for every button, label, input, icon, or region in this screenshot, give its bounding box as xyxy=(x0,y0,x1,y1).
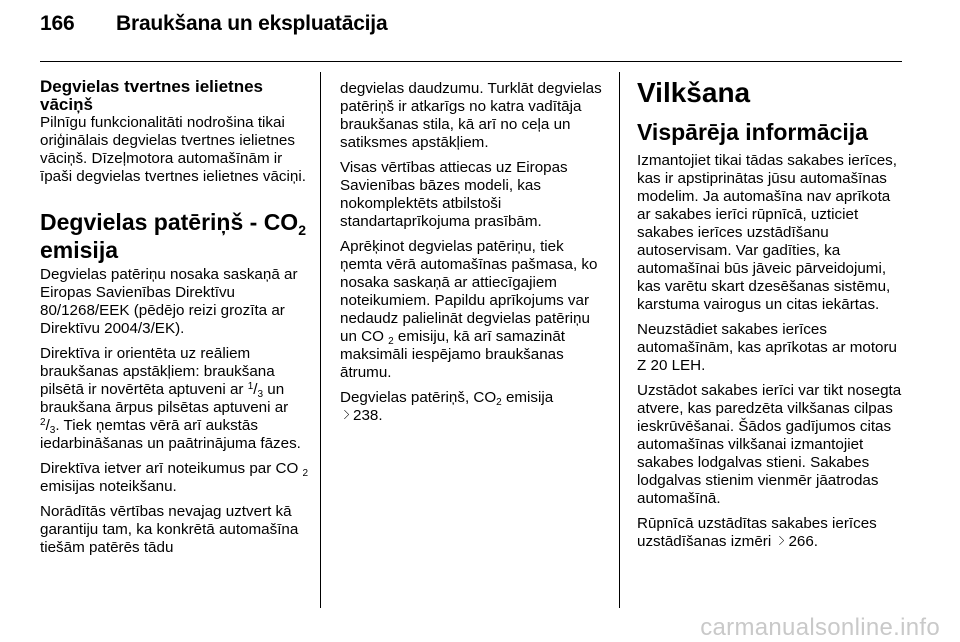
paragraph-directive: Degvielas patēriņu nosaka saskaņā ar Eiropas Savienības Direktīvu 80/1268/EEK (pēdējo reizi grozīta ar Direktīvu 2004/3/EK). xyxy=(40,266,298,337)
paragraph-towing-4: Rūpnīcā uzstādītas sakabes ierīces uzstādīšanas izmēri 266. xyxy=(637,515,877,550)
column-divider-1 xyxy=(320,72,321,608)
paragraph-eu-model: Visas vērtības attiecas uz Eiropas Savienības bāzes modeli, kas nokomplektēts atbilstoši standartaprīkojuma prasībām. xyxy=(340,159,568,230)
paragraph-fuel-cap: Pilnīgu funkcionalitāti nodrošina tikai oriģinālais degvielas tvertnes ielietnes vāciņš. Dīzeļmotora automašīnām ir īpaši degvielas tvertnes ielietnes vāciņi. xyxy=(40,114,306,185)
paragraph-calculation: Aprēķinot degvielas patēriņu, tiek ņemta vērā automašīnas pašmasa, ko nosaka saskaņā ar attiecīgajiem noteikumiem. Papildu aprīkojums var nedaudz palielināt degvielas patēriņu un CO $_2$ emisiju, kā arī samazināt maksimāli iespējamo braukšanas ātrumu. xyxy=(340,238,598,381)
paragraph-towing-3: Uzstādot sakabes ierīci var tikt nosegta atvere, kas paredzēta vilkšanas cilpas ieskrūvēšanai. Šādos gadījumos citas automašīnas vilkšanai izmantojiet sakabes lodgalvas stieni. Sakabes lodgalvas stienim vienmēr jāatrodas automašīnā. xyxy=(637,382,902,507)
link-page-266[interactable]: 266. xyxy=(788,533,818,550)
column-1 xyxy=(40,78,310,564)
page-reference-arrow-icon xyxy=(340,410,350,420)
column-divider-2 xyxy=(619,72,620,608)
paragraph-values: Norādītās vērtības nevajag uztvert kā garantiju tam, ka konkrētā automašīna tiešām patērēs tādu xyxy=(40,503,299,556)
link-page-238[interactable]: 238. xyxy=(353,407,383,424)
heading-fuel-cap: Degvielas tvertnes ielietnes vāciņš xyxy=(40,77,264,114)
paragraph-driving-conditions: Direktīva ir orientēta uz reāliem braukšanas apstākļiem: braukšana pilsētā ir novērtēta aptuveni ar $^1/_3$ un braukšana ārpus pilsētas aptuveni ar $^2/_3$. Tiek ņemtas vērā arī aukstās iedarbināšanas un paātrinājuma fāzes. xyxy=(40,345,301,452)
paragraph-reference: Degvielas patēriņš, $CO_2$ emisija 238. xyxy=(340,389,554,424)
paragraph-towing-2: Neuzstādiet sakabes ierīces automašīnām, kas aprīkotas ar motoru Z 20 LEH. xyxy=(637,321,897,374)
heading-fuel-consumption: Degvielas patēriņš - $CO_2$ emisija xyxy=(40,209,306,263)
chapter-title: Braukšana un ekspluatācija xyxy=(116,12,388,35)
heading-general-info: Vispārēja informācija xyxy=(637,119,868,145)
heading-towing: Vilkšana xyxy=(637,77,751,108)
column-3 xyxy=(637,78,907,558)
header-rule xyxy=(40,61,902,62)
paragraph-continued: degvielas daudzumu. Turklāt degvielas patēriņš ir atkarīgs no katra vadītāja braukšanas stila, kā arī no ceļa un satiksmes apstākļiem. xyxy=(340,80,602,151)
paragraph-co2-rules: Direktīva ietver arī noteikumus par CO $_2$ emisijas noteikšanu. xyxy=(40,460,309,495)
page-number: 166 xyxy=(40,12,75,35)
column-2 xyxy=(340,80,605,432)
page-reference-arrow-icon xyxy=(775,536,785,546)
paragraph-towing-1: Izmantojiet tikai tādas sakabes ierīces, kas ir apstiprinātas jūsu automašīnas modelim. Ja automašīna nav aprīkota ar sakabes ierīci rūpnīcā, uzticiet sakabes ierīces uzstādīšanu autoservisam. Var gadīties, ka automašīnai būs jāveic pārveidojumi, kas varētu skart dzesēšanas sistēmu, karstuma vairogus un citas iekārtas. xyxy=(637,152,897,313)
watermark: carmanualsonline.info xyxy=(700,614,940,641)
page-header xyxy=(40,12,387,36)
